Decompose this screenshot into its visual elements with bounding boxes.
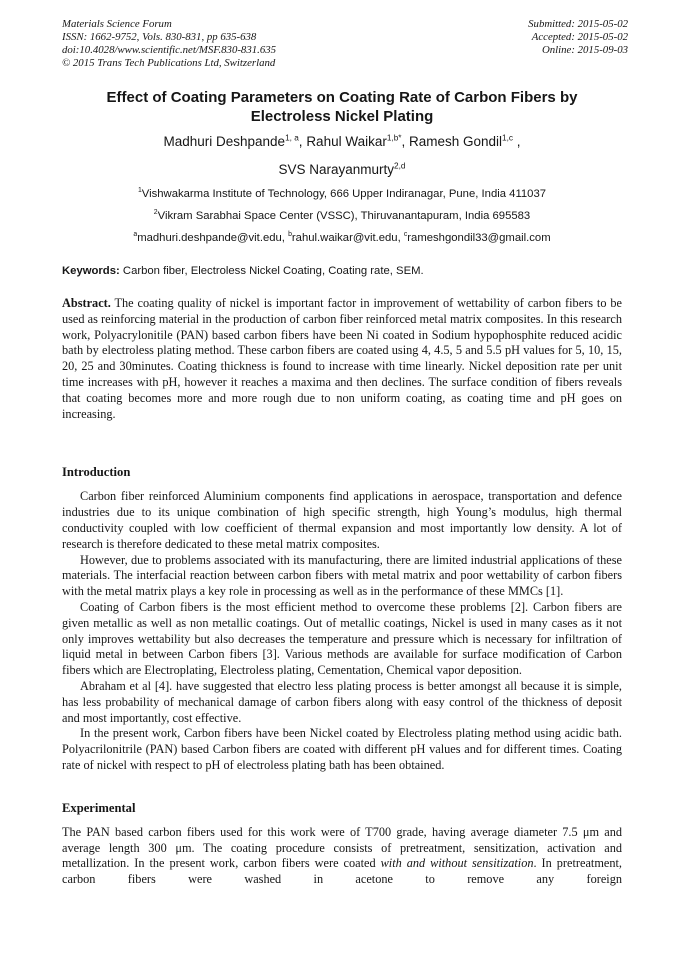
author-name: Rahul Waikar [306,134,387,149]
journal-name: Materials Science Forum [62,18,172,30]
submission-dates [528,18,628,70]
author-emails [62,231,622,246]
affiliation-marker: 1 [137,187,142,195]
section-heading-introduction: Introduction [62,465,131,480]
keywords-text: Carbon fiber, Electroless Nickel Coating, Coating rate, SEM. [119,265,424,277]
author-affiliation-marker: 1,b* [386,133,402,143]
introduction-paragraph: However, due to problems associated with its manufacturing, there are limited industrial applications of these materials. The interfacial reaction between carbon fibers with metal matrix and poor wettability of carbon fibers with the metal matrix plays a key role in processing as well as in the performance of these MMCs [1]. [62,552,622,599]
author-affiliation-marker: 1, a [285,133,299,143]
author-separator: , [401,134,409,149]
authors-line-1 [62,133,622,150]
issn-line: ISSN: 1662-9752, Vols. 830-831, pp 635-638 [62,31,257,43]
keywords-line [62,264,622,279]
affiliation-text: Vikram Sarabhai Space Center (VSSC), Thiruvanantapuram, India 695583 [157,210,531,222]
email-address: rahul.waikar@vit.edu, [291,232,404,244]
doi-line: doi:10.4028/www.scientific.net/MSF.830-831.635 [62,44,277,56]
introduction-paragraph: Abraham et al [4]. have suggested that electro less plating process is better amongst all because it is simple, has less probability of mechanical damage of carbon fibers along with easy control of the thickness of deposit and most importantly, cost effective. [62,678,622,725]
publication-header [62,18,628,70]
accepted-date: Accepted: 2015-05-02 [531,31,628,43]
authors-line-2 [62,161,622,178]
abstract-paragraph [62,296,622,422]
affiliation-1 [62,187,622,202]
section-heading-experimental: Experimental [62,800,136,815]
paper-title-line-2: Electroless Nickel Plating [250,108,434,125]
paper-title-line-1: Effect of Coating Parameters on Coating Rate of Carbon Fibers by [106,89,578,106]
author-separator: , [513,134,521,149]
keywords-label: Keywords: [62,265,120,277]
affiliation-text: Vishwakarma Institute of Technology, 666 Upper Indiranagar, Pune, India 411037 [141,188,547,200]
author-name: SVS Narayanmurty [278,162,395,177]
email-marker: c [403,231,408,239]
email-address: rameshgondil33@gmail.com [407,232,551,244]
introduction-paragraph: Carbon fiber reinforced Aluminium components find applications in aerospace, transportation and defence industries due to its unique combination of high specific strength, high Young’s modulus, high thermal conductivity coupled with low coefficient of thermal expansion and most importantly low density. A lot of research is therefore dedicated to these metal matrix composites. [62,489,622,551]
introduction-paragraph: Coating of Carbon fibers is the most efficient method to overcome these problems [2]. Carbon fibers are given metallic as well as non metallic coatings. Out of metallic coatings, Nickel is used in many cases as it not only improves wettability but also decreases the temperature and pressure which is necessary for infiltration of liquid metal in between Carbon fibers [3]. Various methods are available for surface modification of Carbon fibers which are Electroplating, Electroless plating, Cementation, Chemical vapor deposition. [62,599,622,678]
email-marker: b [288,231,292,239]
author-separator: , [298,134,307,149]
experimental-paragraph [62,825,622,888]
abstract-text: The coating quality of nickel is important factor in improvement of wettability of carbon fibers to be used as reinforcing material in the production of carbon fiber reinforced metal matrix composites. In this research work, Polyacrylonitile (PAN) based carbon fibers have been Ni coated in Sodium hypophosphite reduced acidic bath by electroless plating method. These carbon fibers are coated using 4, 4.5, 5 and 5.5 pH values for 5, 10, 15, 20, 25 and 30minutes. Coating thickness is found to increase with time linearly. Nickel deposition rate per unit time increases with pH, however it reaches a maxima and then declines. The surface condition of fibers reveals that coating becomes more and more rough due to non uniform coating, as coating time and pH goes on increasing. [62,296,622,421]
author-affiliation-marker: 2,d [394,161,406,171]
copyright-line: © 2015 Trans Tech Publications Ltd, Switzerland [62,57,276,69]
email-address: madhuri.deshpande@vit.edu, [137,232,289,244]
affiliation-2 [62,209,622,224]
paper-title [62,88,622,126]
experimental-italic-segment: with and without sensitization [380,856,534,871]
experimental-text-segment: The PAN based carbon fibers used for this work were of T700 grade, having average diameter 7.5 μm and average length 300 μm. The coating procedure consists of pretreatment, sensitization, activation and metallization. In the present work, carbon fibers were coated [62,824,622,871]
abstract-label: Abstract. [62,296,111,310]
affiliation-marker: 2 [153,209,158,217]
submitted-date: Submitted: 2015-05-02 [528,18,628,30]
email-marker: a [133,231,138,239]
online-date: Online: 2015-09-03 [541,44,628,56]
author-name: Ramesh Gondil [408,134,503,149]
journal-info [62,18,276,70]
introduction-paragraph: In the present work, Carbon fibers have been Nickel coated by Electroless plating method using acidic bath. Polyacrilonitrile (PAN) based Carbon fibers are coated with different pH values and for different times. Coating rate of nickel with respect to pH of electroless plating bath has been obtained. [62,726,622,772]
author-name: Madhuri Deshpande [163,134,286,149]
experimental-text-segment: . In pretreatment, carbon fibers were washed in acetone to remove any foreign [62,856,622,887]
author-affiliation-marker: 1,c [502,133,513,143]
